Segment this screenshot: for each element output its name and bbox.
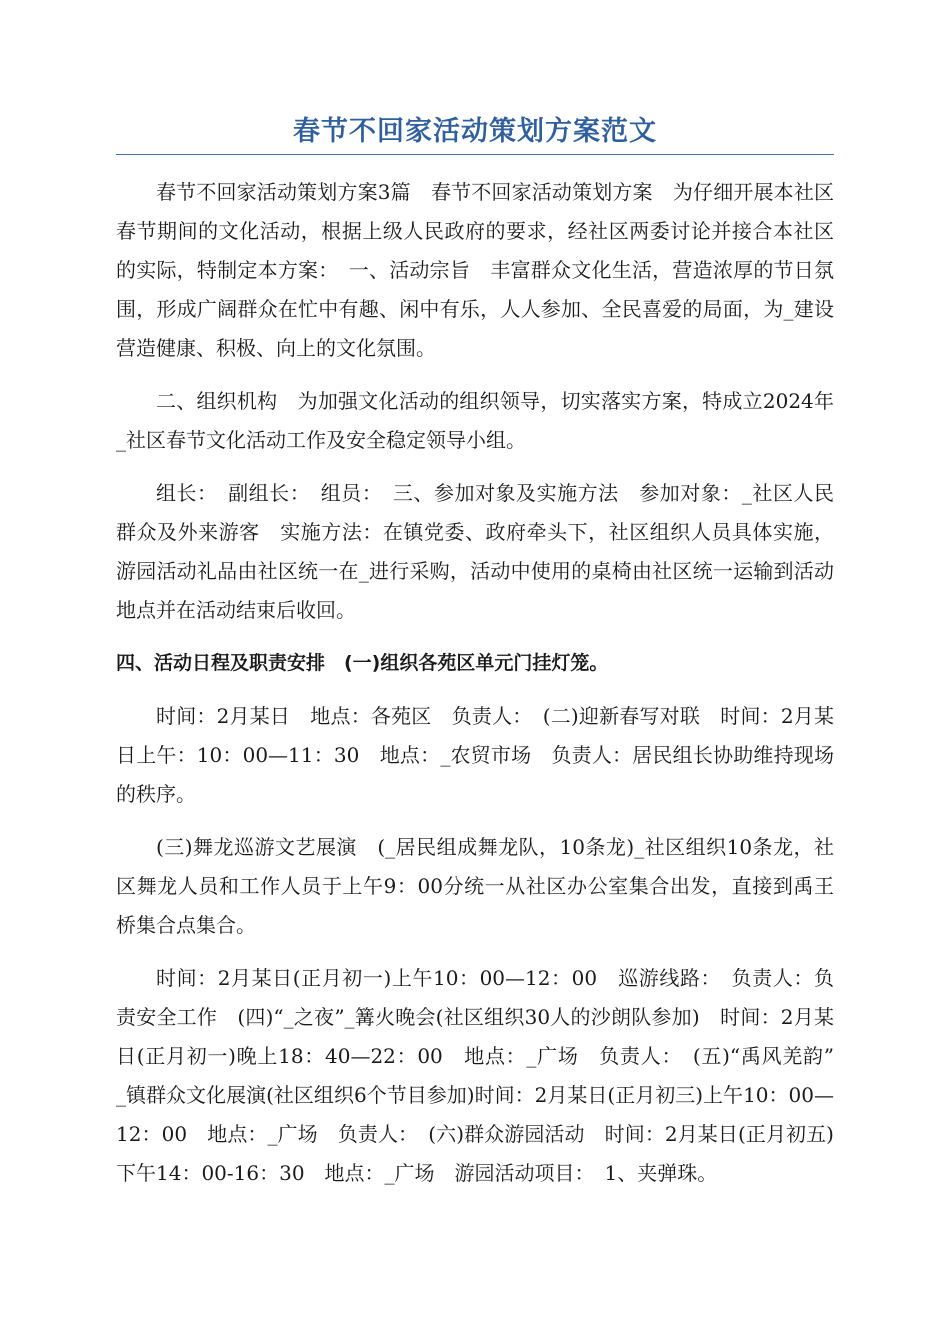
document-title: 春节不回家活动策划方案范文 [293, 116, 657, 147]
paragraph-schedule-1: 时间：2月某日 地点：各苑区 负责人： (二)迎新春写对联 时间：2月某日上午：10：00—11：30 地点：_农贸市场 负责人：居民组长协助维持现场的秩序。 [116, 704, 834, 806]
paragraph-dragon-dance: (三)舞龙巡游文艺展演 (_居民组成舞龙队，10条龙)_社区组织10条龙，社区舞龙人员和工作人员于上午9：00分统一从社区办公室集合出发，直接到禹王桥集合点集合。 [116, 835, 834, 937]
paragraph-intro: 春节不回家活动策划方案3篇 春节不回家活动策划方案 为仔细开展本社区春节期间的文化活动，根据上级人民政府的要求，经社区两委讨论并接合本社区的实际，特制定本方案： 一、活动宗旨 丰富群众文化生活，营造浓厚的节日氛围，形成广阔群众在忙中有趣、闲中有乐，人人参加、全民喜爱的局面，为_建设营造健康、积极、向上的文化氛围。 [116, 180, 834, 360]
document-page [116, 0, 854, 1193]
paragraph-organization: 二、组织机构 为加强文化活动的组织领导，切实落实方案，特成立2024年_社区春节文化活动工作及安全稳定领导小组。 [116, 389, 834, 452]
title-underline [116, 154, 834, 155]
section-heading-schedule: 四、活动日程及职责安排 (一)组织各苑区单元门挂灯笼。 [116, 652, 609, 674]
paragraph-participants: 组长： 副组长： 组员： 三、参加对象及实施方法 参加对象：_社区人民群众及外来游客 实施方法：在镇党委、政府牵头下，社区组织人员具体实施，游园活动礼品由社区统一在_进行采购，活动中使用的桌椅由社区统一运输到活动地点并在活动结束后收回。 [116, 481, 834, 622]
paragraph-schedule-2: 时间：2月某日(正月初一)上午10：00—12：00 巡游线路： 负责人：负责安全工作 (四)“_之夜”_篝火晚会(社区组织30人的沙朗队参加) 时间：2月某日(正月初一)晚上18：40—22：00 地点：_广场 负责人： (五)“禹风羌韵” _镇群众文化展演(社区组织6个节目参加)时间：2月某日(正月初三)上午10：00—12：00 地点：_广场 负责人： (六)群众游园活动 时间：2月某日(正月初五)下午14：00-16：30 地点：_广场 游园活动项目： 1、夹弹珠。 [116, 966, 854, 1185]
